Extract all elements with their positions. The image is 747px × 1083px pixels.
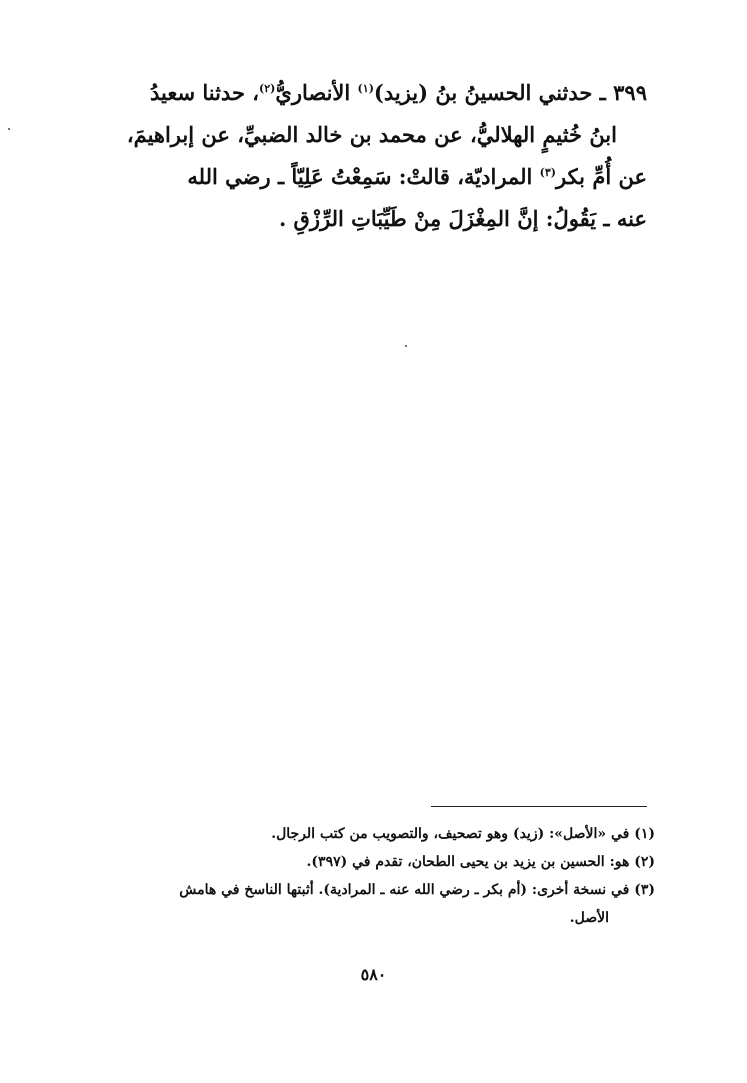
footnote-3: (٣) في نسخة أخرى: (أم بكر ـ رضي الله عنه ـ المرادية). أثبتها الناسخ في هامش — [179, 882, 655, 898]
hadith-line-1-b: الأنصاريُّ — [275, 80, 358, 105]
hadith-line-4: عنه ـ يَقُولُ: إنَّ المِغْزَلَ مِنْ طَيِّبَاتِ الرِّزْقِ . — [278, 206, 647, 231]
hadith-line-1 — [127, 72, 647, 114]
hadith-line-2: ابنُ خُثيمٍ الهلاليُّ، عن محمد بن خالد الضبيِّ، عن إبراهيمَ، — [126, 122, 617, 147]
footnote-2: (٢) هو: الحسين بن يزيد بن يحيى الطحان، تقدم في (٣٩٧). — [306, 854, 655, 870]
footnote-ref-2[interactable]: (٢) — [259, 82, 276, 95]
footnote-ref-1[interactable]: (١) — [357, 82, 374, 95]
footnote-3-continued: الأصل. — [569, 910, 609, 926]
hadith-line-1-a: ٣٩٩ ـ حدثني الحسينُ بنُ (يزيد) — [373, 80, 647, 105]
footnote-1: (١) في «الأصل»: (زيد) وهو تصحيف، والتصويب من كتب الرجال. — [271, 826, 655, 842]
footnote-divider — [431, 806, 647, 807]
hadith-line-3 — [127, 156, 647, 198]
hadith-text — [127, 72, 647, 240]
hadith-line-1-c: ، حدثنا سعيدُ — [149, 80, 260, 105]
hadith-line-3-a: عن أُمِّ بكر — [555, 164, 647, 189]
hadith-line-3-b: المراديّة، قالتْ: سَمِعْتُ عَلِيّاً ـ رضي الله — [187, 164, 540, 189]
scan-speck — [405, 345, 407, 347]
footnotes — [135, 820, 655, 932]
footnote-ref-3[interactable]: (٣) — [539, 166, 556, 179]
page-number: ٥٨٠ — [360, 965, 387, 984]
scan-speck — [8, 128, 10, 130]
